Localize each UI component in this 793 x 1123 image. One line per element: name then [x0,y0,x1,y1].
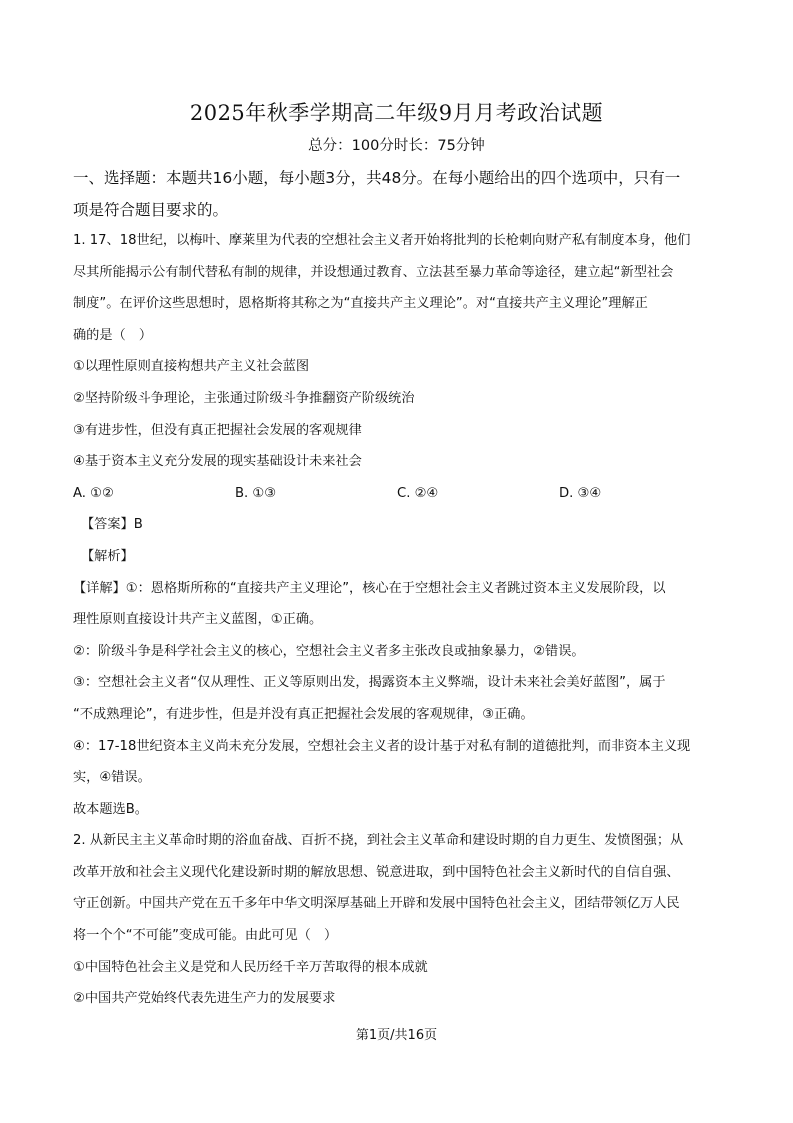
q1-explanation-line-6: ④：17-18世纪资本主义尚未充分发展，空想社会主义者的设计基于对私有制的道德批判，而非资本主义现 [73,738,691,754]
q1-explanation-line-2: 理性原则直接设计共产主义蓝图，①正确。 [73,612,323,628]
q1-item-2: ②坚持阶级斗争理论，主张通过阶级斗争推翻资产阶级统治 [73,390,415,406]
q1-answer: 【答案】B [81,517,143,533]
q1-explanation-line-7: 实，④错误。 [73,770,151,786]
q1-stem-line-3: 制度”。在评价这些思想时，恩格斯将其称之为“直接共产主义理论”。对“直接共产主义理论”理解正 [73,296,648,312]
q1-options [73,478,725,510]
q1-explanation-line-1: 【详解】①：恩格斯所称的“直接共产主义理论”，核心在于空想社会主义者跳过资本主义发展阶段，以 [73,580,666,596]
q1-option-c: C. ②④ [397,485,439,501]
section-line-2: 项是符合题目要求的。 [73,201,229,219]
q1-stem-line-4: 确的是（ ） [73,327,153,343]
q1-stem-line-2: 尽其所能揭示公有制代替私有制的规律，并设想通过教育、立法甚至暴力革命等途径，建立起“新型社会 [73,264,674,280]
q1-item-1: ①以理性原则直接构想共产主义社会蓝图 [73,359,310,375]
q2-stem-line-3: 守正创新。中国共产党在五千多年中华文明深厚基础上开辟和发展中国特色社会主义，团结带领亿万人民 [73,896,680,912]
section-heading [73,162,723,226]
q1-option-b: B. ①③ [235,485,277,501]
q1-item-3: ③有进步性，但没有真正把握社会发展的客观规律 [73,422,362,438]
q2-stem-line-2: 改革开放和社会主义现代化建设新时期的解放思想、锐意进取，到中国特色社会主义新时代的自信自强、 [73,864,680,880]
q1-explanation-line-4: ③：空想社会主义者“仅从理性、正义等原则出发，揭露资本主义弊端，设计未来社会美好蓝图”，属于 [73,675,666,691]
q1-item-4: ④基于资本主义充分发展的现实基础设计未来社会 [73,454,362,470]
q1-analysis-label: 【解析】 [81,548,134,564]
q1-conclusion: 故本题选B。 [73,801,148,817]
page-footer: 第1页/共16页 [355,1028,438,1043]
q1-explanation-line-5: “不成熟理论”，有进步性，但是并没有真正把握社会发展的客观规律，③正确。 [73,706,534,722]
exam-title: 2025年秋季学期高二年级9月月考政治试题 [189,101,604,125]
section-line-1: 一、选择题：本题共16小题，每小题3分，共48分。在每小题给出的四个选项中，只有一 [73,169,681,187]
q1-option-d: D. ③④ [559,485,602,501]
q2-stem-line-1: 2. 从新民主主义革命时期的浴血奋战、百折不挠，到社会主义革命和建设时期的自力更生、发愤图强；从 [73,833,684,849]
q2-item-2: ②中国共产党始终代表先进生产力的发展要求 [73,991,336,1007]
q1-option-a: A. ①② [73,485,114,501]
exam-subtitle: 总分：100分时长：75分钟 [308,138,485,154]
q1-stem-line-1: 1. 17、18世纪，以梅叶、摩莱里为代表的空想社会主义者开始将批判的长枪刺向财产私有制度本身，他们 [73,233,691,248]
q2-stem-line-4: 将一个个“不可能”变成可能。由此可见（ ） [73,928,338,944]
question-1 [73,225,725,1015]
q1-explanation-line-3: ②：阶级斗争是科学社会主义的核心，空想社会主义者多主张改良或抽象暴力，②错误。 [73,643,585,659]
q2-item-1: ①中国特色社会主义是党和人民历经千辛万苦取得的根本成就 [73,959,428,975]
